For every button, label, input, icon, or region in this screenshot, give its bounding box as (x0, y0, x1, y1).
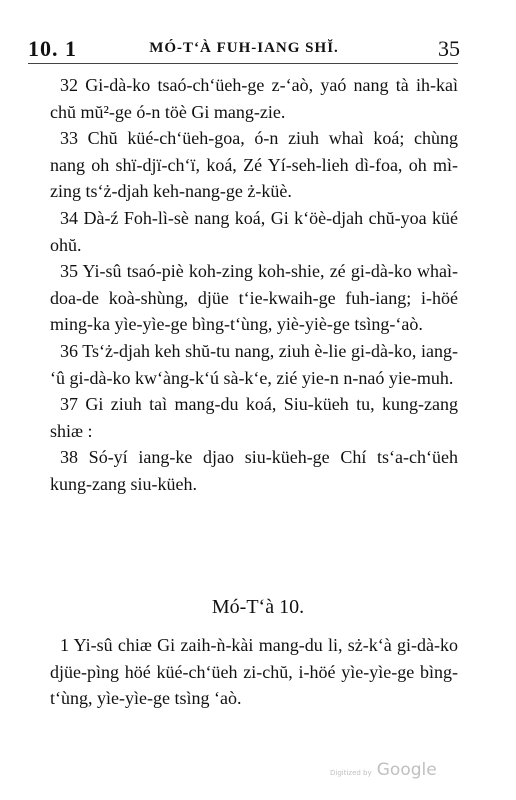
verse-37: 37 Gi ziuh taì mang-du koá, Siu-küeh tu, kung-zang shiæ : (50, 394, 458, 441)
verse-list (50, 72, 458, 498)
chapter-reference: 10. 1 (28, 36, 77, 61)
verse-38: 38 Só-yí iang-ke djao siu-küeh-ge Chí tsʻa-chʻüeh kung-zang siu-küeh. (50, 447, 458, 494)
running-title: MÓ-TʻÀ FUH-IANG SHĬ. (149, 40, 339, 56)
verse-33: 33 Chŭ küé-chʻüeh-goa, ó-n ziuh whaì koá; chùng nang oh shï-djï-chʻï, koá, Zé Yí-seh-lieh dì-foa, oh mì-zing tsʻż-djah keh-nang-ge ż-küè. (50, 128, 458, 202)
verse-35: 35 Yi-sû tsaó-piè koh-zing koh-shie, zé gi-dà-ko whaì-doa-de koà-shùng, djüe tʻie-kwaih-ge fuh-iang; i-höé ming-ka yìe-yìe-ge bìng-tʻùng, yiè-yiè-ge tsìng-ʻaò. (50, 261, 458, 335)
chapter-verse-1: 1 Yi-sû chiæ Gi zaih-ǹ-kài mang-du li, sż-kʻà gi-dà-ko djüe-pìng höé küé-chʻüeh zi-chŭ, i-höé yìe-yìe-ge bìng-tʻùng, yìe-yìe-ge tsìng ʻaò. (50, 635, 458, 709)
page-number: 35 (438, 36, 460, 61)
header-rule (28, 63, 458, 64)
verse-36: 36 Tsʻż-djah keh shŭ-tu nang, ziuh è-lie gi-dà-ko, iang-ʻû gi-dà-ko kwʻàng-kʻú sà-kʻe, zié yie-n n-naó yie-muh. (50, 340, 458, 388)
watermark-prefix: Digitized by (330, 769, 372, 777)
watermark-logo: Google (376, 760, 437, 780)
verse-32: 32 Gi-dà-ko tsaó-chʻüeh-ge z-ʻaò, yaó nang tà ih-kaì chŭ mŭ²-ge ó-n töè Gi mang-zie. (50, 75, 458, 122)
running-header (28, 36, 460, 62)
digitization-watermark (330, 760, 437, 780)
chapter-verse-list (50, 632, 458, 712)
verse-34: 34 Dà-ź Foh-lì-sè nang koá, Gi kʻöè-djah chŭ-yoa küé ohŭ. (50, 207, 458, 255)
chapter-title: Mó-Tʻà 10. (211, 596, 305, 618)
